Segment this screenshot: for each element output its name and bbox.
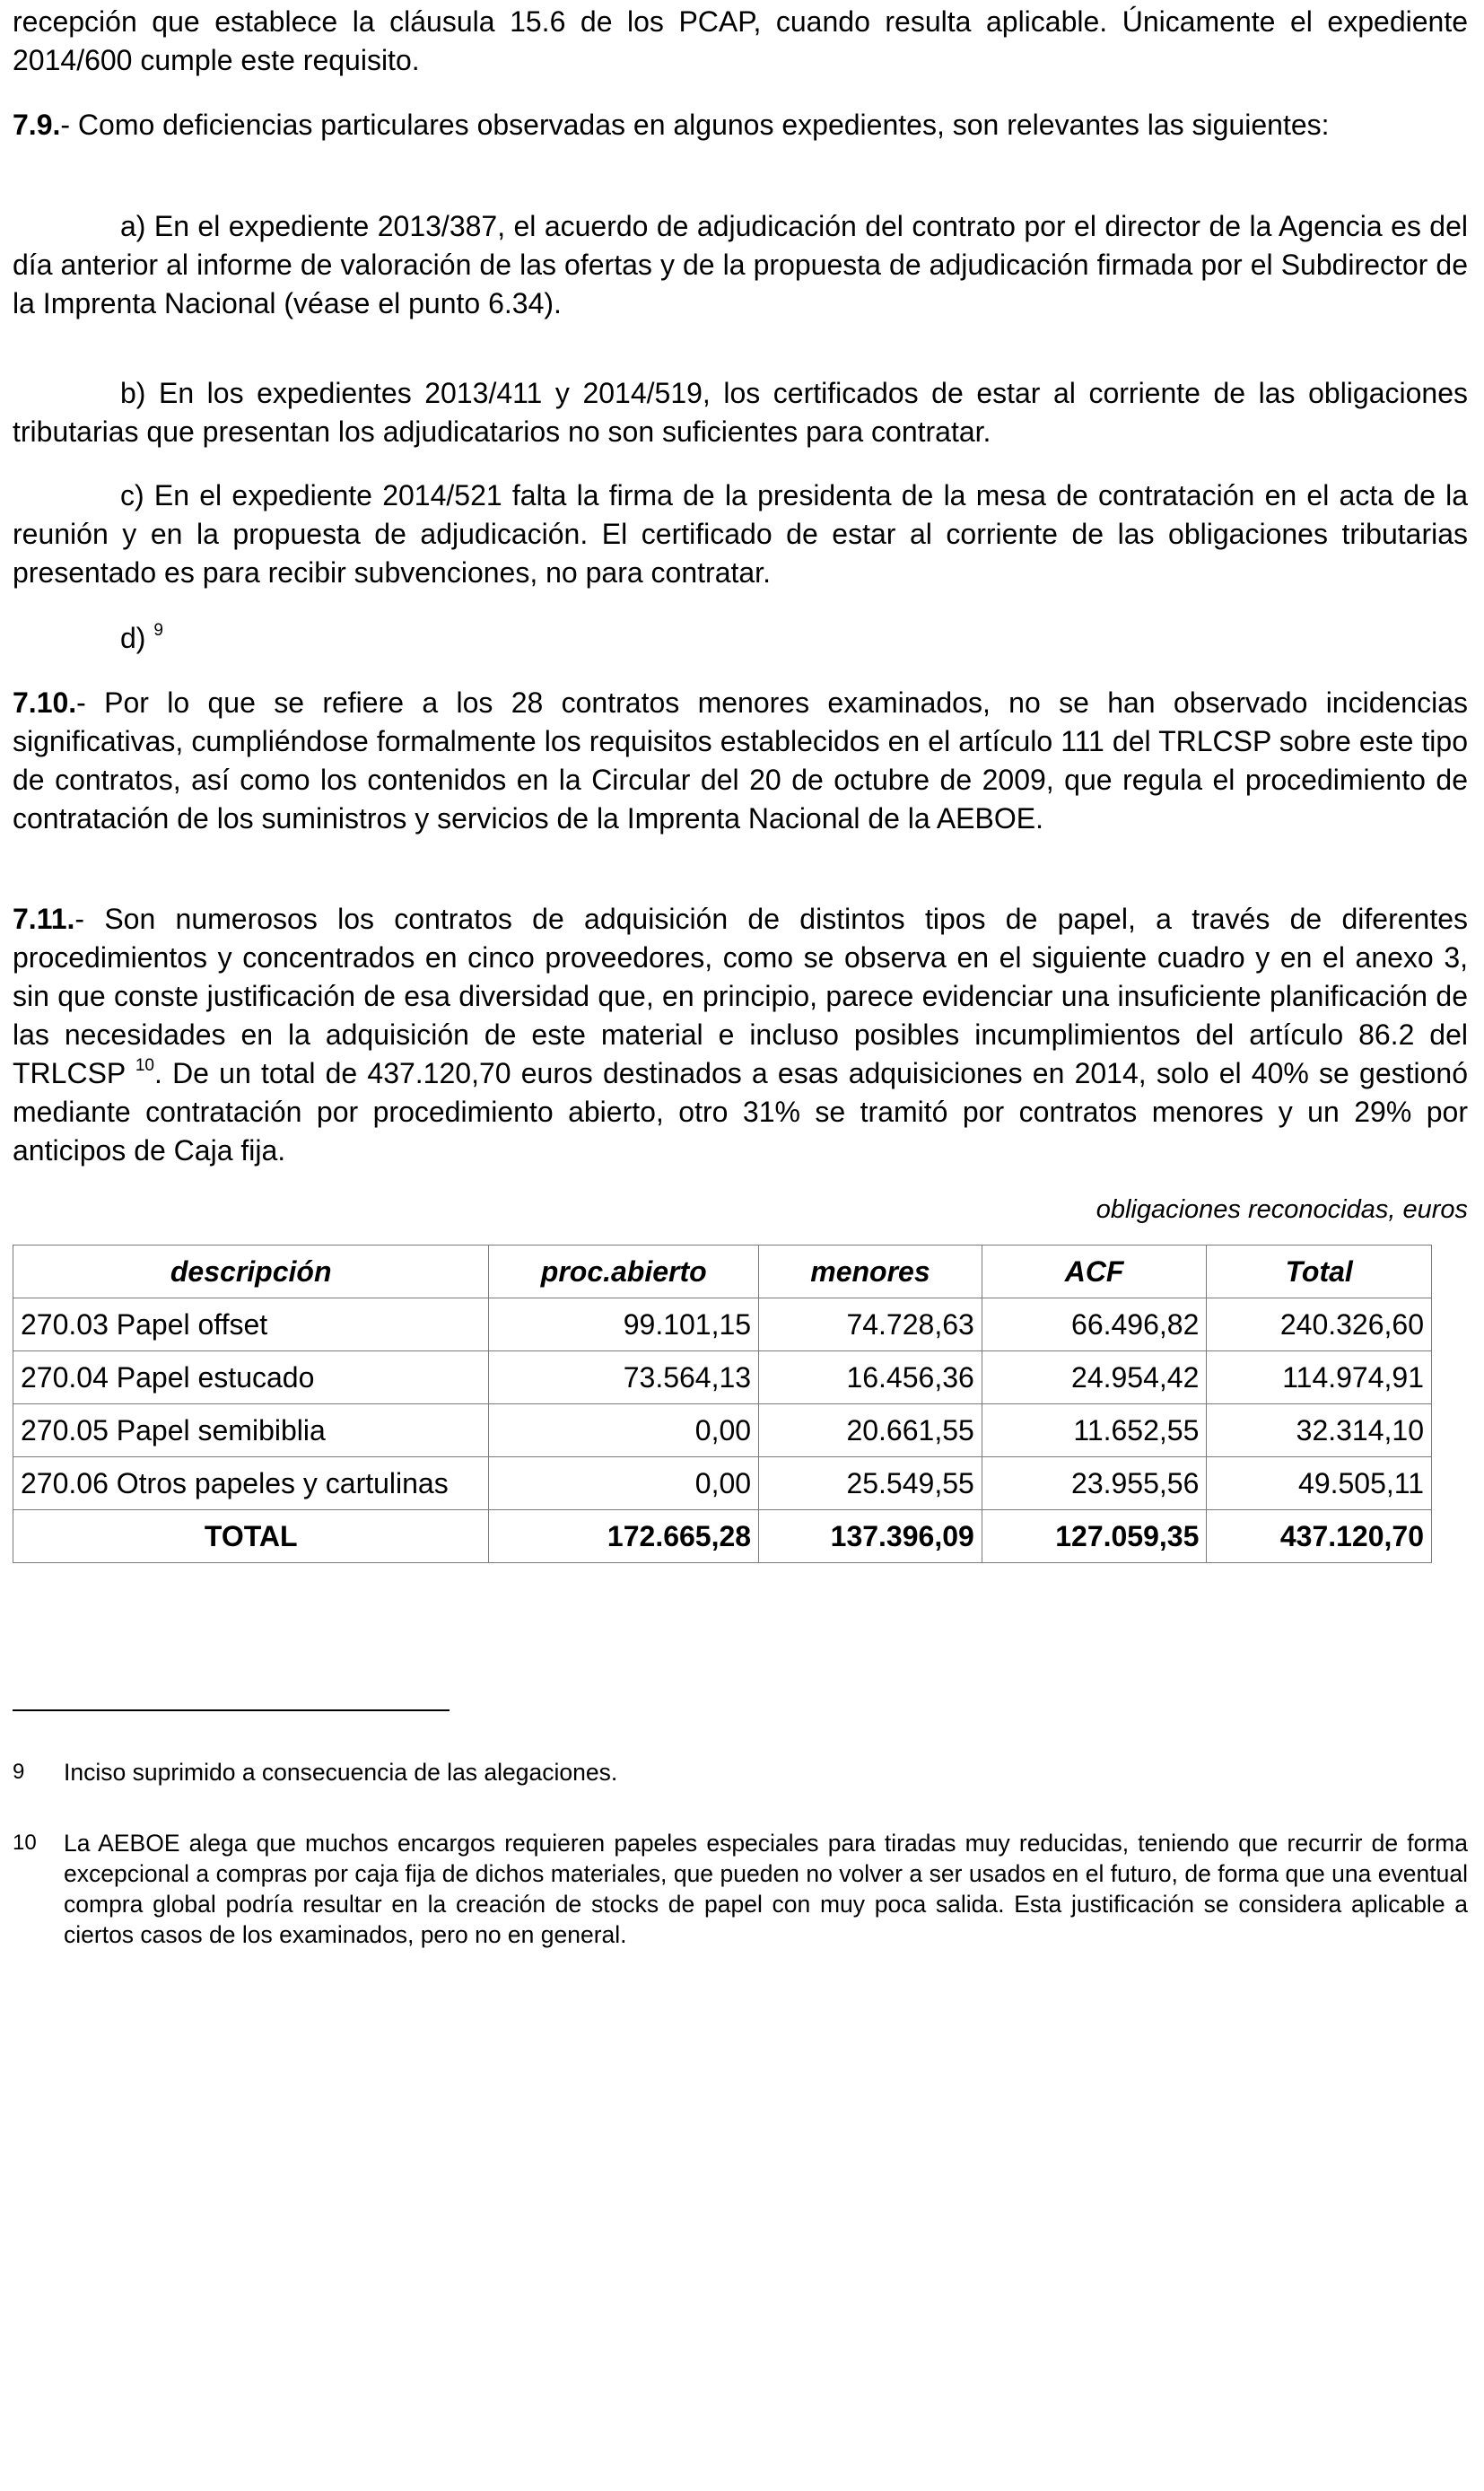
table-header-row xyxy=(13,1246,1432,1298)
table-row xyxy=(13,1457,1432,1510)
paragraph-item-c: c) En el expediente 2014/521 falta la firma de la presidenta de la mesa de contratación en el acta de la reunión y en la propuesta de adjudicación. El certificado de estar al corriente de las obligaciones tributarias presentado es para recibir subvenciones, no para contratar. xyxy=(13,479,1468,589)
cell-value: 32.314,10 xyxy=(1207,1404,1432,1457)
paragraph-7-11-text-a: - Son numerosos los contratos de adquisición de distintos tipos de papel, a través de diferentes procedimientos y concentrados en cinco proveedores, como se observa en el siguiente cuadro y en el anexo 3, sin que conste justificación de esa diversidad que, en principio, parece evidenciar una insuficiente planificación de las necesidades en la adquisición de este material e incluso posibles incumplimientos del artículo 86.2 del TRLCSP xyxy=(13,903,1468,1089)
cell-value: 114.974,91 xyxy=(1207,1351,1432,1404)
paragraph-7-9 xyxy=(13,106,1468,144)
paragraph-item-a: a) En el expediente 2013/387, el acuerdo de adjudicación del contrato por el director de la Agencia es del día anterior al informe de valoración de las ofertas y de la propuesta de adjudicación firmada por el Subdirector de la Imprenta Nacional (véase el punto 6.34). xyxy=(13,210,1468,319)
table-total-row xyxy=(13,1510,1432,1563)
paragraph-intro: recepción que establece la cláusula 15.6 de los PCAP, cuando resulta aplicable. Únicamente el expediente 2014/600 cumple este requisito. xyxy=(13,5,1468,76)
footnote-text: Inciso suprimido a consecuencia de las alegaciones. xyxy=(64,1759,618,1786)
footnote-separator xyxy=(13,1709,450,1711)
header-proc-abierto: proc.abierto xyxy=(489,1246,759,1298)
footnote-text: La AEBOE alega que muchos encargos requieren papeles especiales para tiradas muy reducidas, teniendo que recurrir de forma excepcional a compras por caja fija de dichos materiales, que pueden no volver a ser usados en el futuro, de forma que una eventual compra global podría resultar en la creación de stocks de papel con muy poca salida. Esta justificación se considera aplicable a ciertos casos de los examinados, pero no en general. xyxy=(64,1830,1468,1948)
cell-value: 240.326,60 xyxy=(1207,1298,1432,1351)
total-menores: 137.396,09 xyxy=(759,1510,982,1563)
table-row xyxy=(13,1351,1432,1404)
cell-value: 99.101,15 xyxy=(489,1298,759,1351)
footnote-number: 10 xyxy=(13,1831,37,1855)
footnote-number: 9 xyxy=(13,1760,25,1784)
section-number-7-11: 7.11. xyxy=(13,903,75,935)
section-number-7-9: 7.9. xyxy=(13,109,61,141)
cell-description: 270.05 Papel semibiblia xyxy=(13,1404,489,1457)
cell-description: 270.03 Papel offset xyxy=(13,1298,489,1351)
header-total: Total xyxy=(1207,1246,1432,1298)
paragraph-item-b: b) En los expedientes 2013/411 y 2014/519, los certificados de estar al corriente de las obligaciones tributarias que presentan los adjudicatarios no son suficientes para contratar. xyxy=(13,377,1468,448)
footnote-ref-9: 9 xyxy=(153,621,163,640)
header-acf: ACF xyxy=(982,1246,1207,1298)
total-acf: 127.059,35 xyxy=(982,1510,1207,1563)
cell-value: 23.955,56 xyxy=(982,1457,1207,1510)
header-descripcion: descripción xyxy=(13,1246,489,1298)
paragraph-7-11-text-b: . De un total de 437.120,70 euros destinados a esas adquisiciones en 2014, solo el 40% se gestionó mediante contratación por procedimiento abierto, otro 31% se tramitó por contratos menores y un 29% por anticipos de Caja fija. xyxy=(13,1057,1469,1167)
section-number-7-10: 7.10. xyxy=(13,686,77,719)
total-total: 437.120,70 xyxy=(1207,1510,1432,1563)
footnote-ref-10: 10 xyxy=(135,1056,154,1075)
cell-value: 0,00 xyxy=(489,1457,759,1510)
paragraph-7-10 xyxy=(13,684,1468,838)
cell-value: 20.661,55 xyxy=(759,1404,982,1457)
cell-value: 25.549,55 xyxy=(759,1457,982,1510)
paper-expenses-table xyxy=(13,1245,1432,1563)
header-menores: menores xyxy=(759,1246,982,1298)
cell-value: 73.564,13 xyxy=(489,1351,759,1404)
paragraph-item-d xyxy=(120,619,479,658)
paragraph-7-11 xyxy=(13,900,1468,1170)
paragraph-7-10-text: - Por lo que se refiere a los 28 contratos menores examinados, no se han observado incidencias significativas, cumpliéndose formalmente los requisitos establecidos en el artículo 111 del TRLCSP sobre este tipo de contratos, así como los contenidos en la Circular del 20 de octubre de 2009, que regula el procedimiento de contratación de los suministros y servicios de la Imprenta Nacional de la AEBOE. xyxy=(13,686,1468,835)
table-row xyxy=(13,1404,1432,1457)
cell-value: 74.728,63 xyxy=(759,1298,982,1351)
cell-description: 270.06 Otros papeles y cartulinas xyxy=(13,1457,489,1510)
table-row xyxy=(13,1298,1432,1351)
cell-value: 11.652,55 xyxy=(982,1404,1207,1457)
footnote-9 xyxy=(13,1757,1468,1787)
item-d-label: d) xyxy=(120,622,146,654)
cell-value: 66.496,82 xyxy=(982,1298,1207,1351)
cell-value: 0,00 xyxy=(489,1404,759,1457)
footnote-10 xyxy=(13,1828,1468,1950)
cell-value: 49.505,11 xyxy=(1207,1457,1432,1510)
cell-description: 270.04 Papel estucado xyxy=(13,1351,489,1404)
cell-value: 16.456,36 xyxy=(759,1351,982,1404)
total-label: TOTAL xyxy=(13,1510,489,1563)
total-proc-abierto: 172.665,28 xyxy=(489,1510,759,1563)
cell-value: 24.954,42 xyxy=(982,1351,1207,1404)
paragraph-7-9-text: - Como deficiencias particulares observadas en algunos expedientes, son relevantes las siguientes: xyxy=(60,109,1330,141)
table-caption: obligaciones reconocidas, euros xyxy=(1096,1195,1468,1224)
